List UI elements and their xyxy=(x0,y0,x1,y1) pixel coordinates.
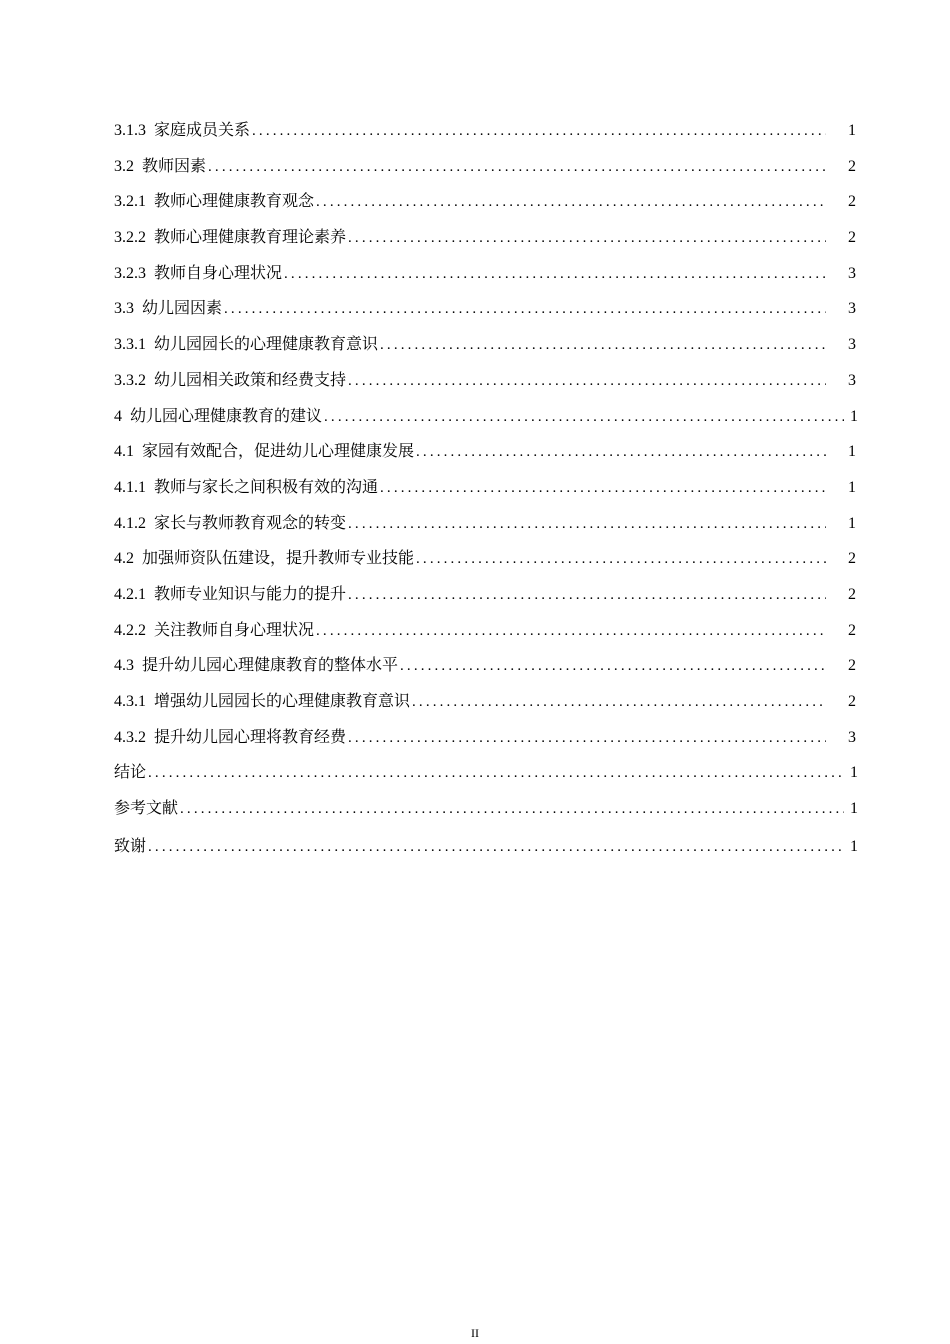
toc-entry-number: 4.2.1 xyxy=(114,585,146,603)
toc-entry[interactable] xyxy=(114,187,860,223)
toc-entry[interactable] xyxy=(114,437,860,473)
toc-entry[interactable] xyxy=(114,294,860,330)
toc-dot-leader xyxy=(416,437,826,467)
toc-entry[interactable] xyxy=(114,116,860,152)
toc-entry-page: 1 xyxy=(848,443,856,461)
toc-dot-leader xyxy=(284,259,826,289)
toc-entry-title: 教师专业知识与能力的提升 xyxy=(154,585,347,603)
toc-dot-leader xyxy=(348,723,826,753)
toc-dot-leader xyxy=(348,366,826,396)
toc-entry-page: 3 xyxy=(848,300,856,318)
toc-entry[interactable] xyxy=(114,223,860,259)
toc-entry-title: 幼儿园因素 xyxy=(142,300,223,318)
toc-dot-leader xyxy=(348,509,826,539)
toc-entry[interactable] xyxy=(114,473,860,509)
toc-entry-page: 1 xyxy=(850,800,858,818)
toc-entry-number: 3.2.3 xyxy=(114,264,146,282)
toc-entry-conclusion[interactable] xyxy=(114,758,860,794)
toc-entry-page: 2 xyxy=(848,693,856,710)
toc-entry[interactable] xyxy=(114,509,860,545)
toc-entry[interactable] xyxy=(114,366,860,402)
toc-dot-leader xyxy=(148,758,844,788)
toc-entry-references[interactable] xyxy=(114,794,860,832)
toc-dot-leader xyxy=(400,651,826,681)
toc-entry-page: 3 xyxy=(848,728,856,746)
toc-entry-title: 教师因素 xyxy=(142,157,207,175)
toc-entry-title: 家长与教师教育观念的转变 xyxy=(154,514,347,532)
toc-entry[interactable] xyxy=(114,651,860,687)
toc-entry-number: 3.3.2 xyxy=(114,371,146,389)
toc-entry-number: 3.1.3 xyxy=(114,122,146,139)
toc-entry-page: 2 xyxy=(848,621,856,639)
toc-entry-page: 2 xyxy=(848,193,856,211)
toc-entry-page: 1 xyxy=(848,514,856,532)
toc-entry-title: 提升幼儿园心理将教育经费 xyxy=(154,728,347,746)
toc-entry[interactable] xyxy=(114,723,860,759)
toc-entry-acknowledgements[interactable] xyxy=(114,832,860,868)
toc-entry-number: 4.1 xyxy=(114,443,134,461)
toc-entry-title: 致谢 xyxy=(114,838,147,856)
toc-entry-number: 3.2 xyxy=(114,157,134,175)
toc-entry-page: 3 xyxy=(848,336,856,354)
toc-entry-title: 关注教师自身心理状况 xyxy=(154,621,315,639)
toc-dot-leader xyxy=(380,330,826,360)
toc-entry-number: 4.3.1 xyxy=(114,693,146,710)
toc-entry[interactable] xyxy=(114,330,860,366)
toc-entry-number: 4.3 xyxy=(114,657,134,675)
toc-entry-page: 2 xyxy=(848,157,856,175)
toc-entry-number: 3.2.1 xyxy=(114,193,146,211)
toc-entry-page: 2 xyxy=(848,657,856,675)
toc-entry-title: 加强师资队伍建设，提升教师专业技能 xyxy=(142,550,415,568)
toc-dot-leader xyxy=(416,544,826,574)
toc-entry-page: 1 xyxy=(850,407,858,425)
toc-entry-page: 2 xyxy=(848,550,856,568)
toc-entry-page: 1 xyxy=(850,838,858,856)
toc-entry-title: 增强幼儿园园长的心理健康教育意识 xyxy=(154,693,411,710)
toc-dot-leader xyxy=(252,116,826,146)
toc-entry[interactable] xyxy=(114,152,860,188)
toc-dot-leader xyxy=(316,616,826,646)
toc-dot-leader xyxy=(148,832,844,862)
toc-entry-title: 教师心理健康教育观念 xyxy=(154,193,315,211)
table-of-contents xyxy=(114,116,860,868)
toc-entry-page: 2 xyxy=(848,585,856,603)
toc-dot-leader xyxy=(348,580,826,610)
toc-entry[interactable] xyxy=(114,259,860,295)
toc-entry-title: 教师与家长之间积极有效的沟通 xyxy=(154,478,379,496)
toc-entry-title: 提升幼儿园心理健康教育的整体水平 xyxy=(142,657,399,675)
toc-entry-title: 幼儿园相关政策和经费支持 xyxy=(154,371,347,389)
toc-entry-page: 1 xyxy=(848,122,856,139)
page-number: II xyxy=(471,1326,479,1340)
toc-entry-number: 3.3.1 xyxy=(114,336,146,354)
toc-entry[interactable] xyxy=(114,687,860,723)
toc-entry-number: 3.3 xyxy=(114,300,134,318)
toc-entry-title: 幼儿园心理健康教育的建议 xyxy=(130,407,323,425)
toc-entry[interactable] xyxy=(114,580,860,616)
toc-entry-number: 4.2.2 xyxy=(114,621,146,639)
toc-entry-title: 结论 xyxy=(114,764,147,782)
toc-entry-number: 4 xyxy=(114,407,122,425)
toc-entry-number: 4.3.2 xyxy=(114,728,146,746)
toc-dot-leader xyxy=(316,187,826,217)
toc-dot-leader xyxy=(324,402,844,432)
toc-entry-title: 幼儿园园长的心理健康教育意识 xyxy=(154,336,379,354)
toc-entry-number: 4.1.2 xyxy=(114,514,146,532)
toc-dot-leader xyxy=(208,152,826,182)
toc-entry[interactable] xyxy=(114,616,860,652)
toc-entry-title: 参考文献 xyxy=(114,800,179,818)
toc-entry[interactable] xyxy=(114,544,860,580)
toc-entry-number: 3.2.2 xyxy=(114,229,146,247)
toc-entry-number: 4.1.1 xyxy=(114,478,146,496)
toc-entry-title: 家园有效配合，促进幼儿心理健康发展 xyxy=(142,443,415,461)
toc-entry-page: 2 xyxy=(848,229,856,247)
toc-entry-title: 家庭成员关系 xyxy=(154,122,251,139)
toc-entry[interactable] xyxy=(114,402,860,438)
toc-entry-page: 3 xyxy=(848,264,856,282)
toc-entry-title: 教师自身心理状况 xyxy=(154,264,283,282)
toc-dot-leader xyxy=(348,223,826,253)
toc-dot-leader xyxy=(380,473,826,503)
toc-entry-number: 4.2 xyxy=(114,550,134,568)
toc-entry-title: 教师心理健康教育理论素养 xyxy=(154,229,347,247)
toc-dot-leader xyxy=(224,294,826,324)
toc-entry-page: 1 xyxy=(850,764,858,782)
toc-entry-page: 1 xyxy=(848,478,856,496)
toc-dot-leader xyxy=(412,687,826,717)
toc-entry-page: 3 xyxy=(848,371,856,389)
toc-dot-leader xyxy=(180,794,844,824)
